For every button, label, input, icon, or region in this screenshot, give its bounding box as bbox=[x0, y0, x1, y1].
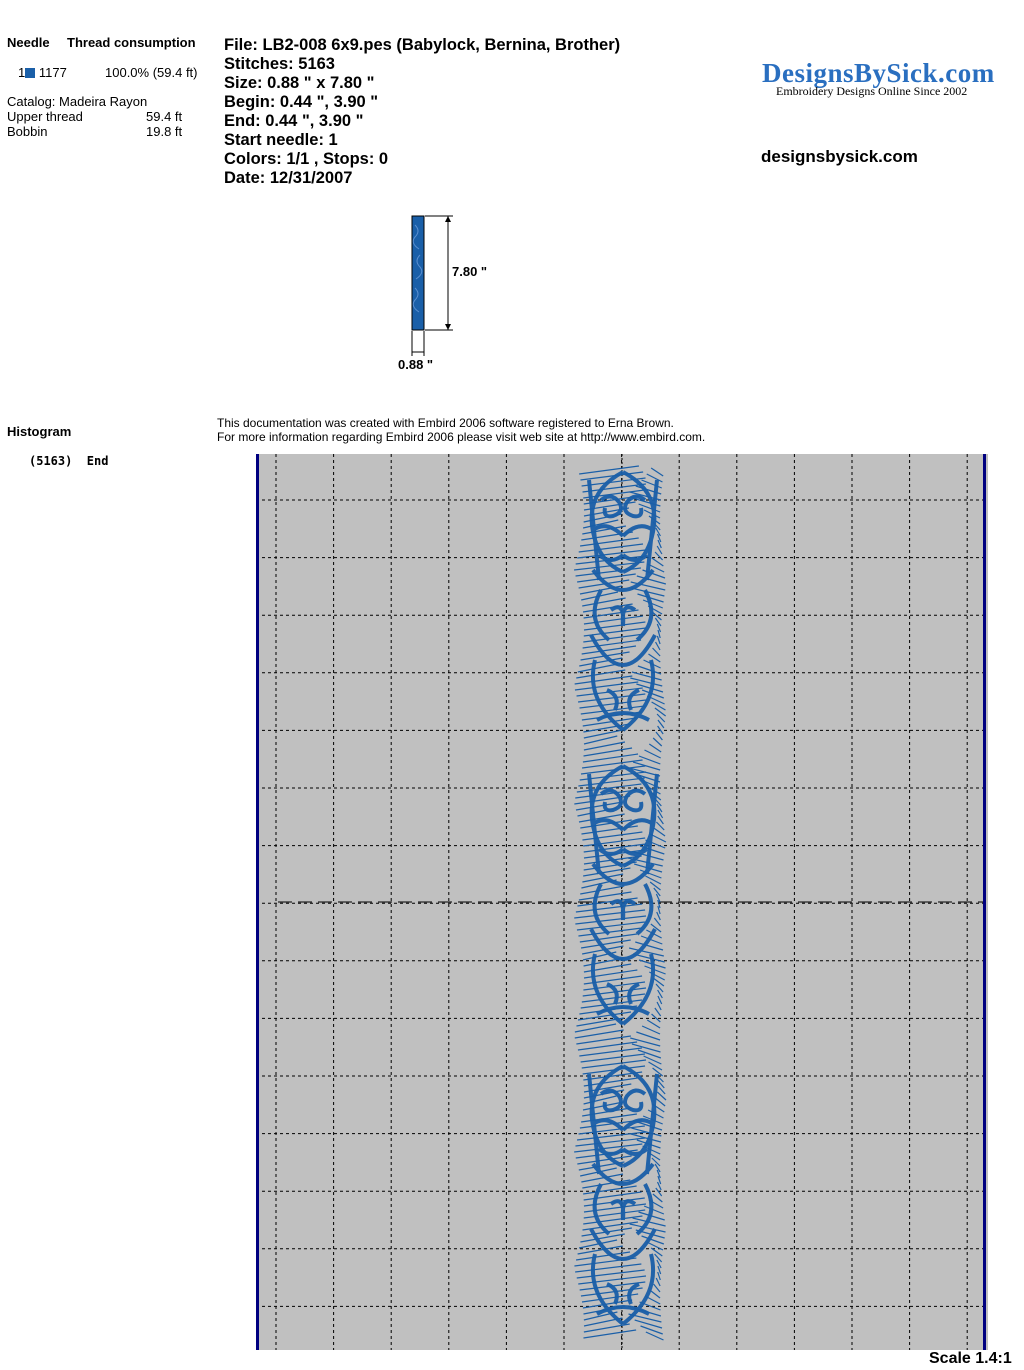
design-date: Date: 12/31/2007 bbox=[224, 169, 353, 187]
thread-color-swatch bbox=[25, 68, 35, 78]
brand-logo bbox=[762, 58, 994, 99]
stitch-count: Stitches: 5163 bbox=[224, 55, 335, 73]
end-point: End: 0.44 ", 3.90 " bbox=[224, 112, 364, 130]
start-needle: Start needle: 1 bbox=[224, 131, 338, 149]
column-header-thread-consumption: Thread consumption bbox=[67, 35, 196, 50]
design-thumbnail bbox=[395, 210, 505, 380]
thread-code: 1177 bbox=[38, 65, 67, 80]
doc-note-line1: This documentation was created with Embird 2006 software registered to Erna Brown. bbox=[217, 416, 674, 430]
design-size: Size: 0.88 " x 7.80 " bbox=[224, 74, 375, 92]
file-name: File: LB2-008 6x9.pes (Babylock, Bernina, Brother) bbox=[224, 36, 621, 54]
site-url: designsbysick.com bbox=[761, 147, 918, 166]
thread-percent: 100.0% (59.4 ft) bbox=[105, 65, 198, 80]
colors-stops: Colors: 1/1 , Stops: 0 bbox=[224, 150, 389, 168]
design-info bbox=[224, 36, 620, 188]
histogram-entry: (5163) End bbox=[29, 454, 109, 468]
histogram-title: Histogram bbox=[7, 424, 72, 439]
bobbin-label: Bobbin bbox=[7, 124, 48, 139]
width-label: 0.88 " bbox=[398, 357, 434, 372]
column-header-needle: Needle bbox=[7, 35, 50, 50]
embroidery-canvas bbox=[256, 454, 988, 1350]
logo-wordmark: DesignsBySick.com bbox=[762, 58, 995, 88]
upper-thread-value: 59.4 ft bbox=[146, 109, 183, 124]
begin-point: Begin: 0.44 ", 3.90 " bbox=[224, 93, 379, 111]
legend-row bbox=[18, 65, 67, 80]
scale-label: Scale 1.4:1 bbox=[929, 1350, 1012, 1367]
bobbin-value: 19.8 ft bbox=[146, 124, 183, 139]
logo-tagline: Embroidery Designs Online Since 2002 bbox=[776, 84, 968, 98]
doc-note-line2: For more information regarding Embird 2006 please visit web site at http://www.embird.com. bbox=[217, 430, 706, 444]
upper-thread-label: Upper thread bbox=[7, 109, 83, 124]
catalog-name: Catalog: Madeira Rayon bbox=[7, 94, 148, 109]
height-label: 7.80 " bbox=[452, 264, 488, 279]
needle-number: 1 bbox=[18, 65, 26, 80]
